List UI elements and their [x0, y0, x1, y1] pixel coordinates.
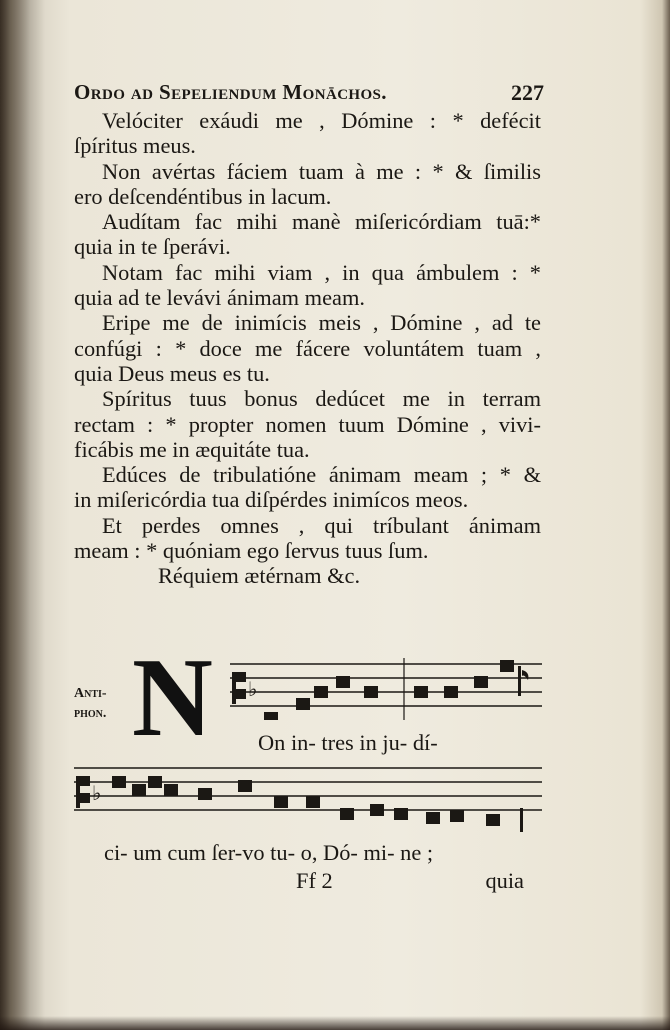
text-line: ficábis me in æquitáte tua. — [74, 436, 310, 462]
text-line: Notam fac mihi viam , in qua ámbulem : * — [102, 259, 541, 285]
text-line: Et perdes omnes , qui tríbulant ánimam — [102, 512, 541, 538]
psalm-text — [74, 108, 541, 589]
signature-mark: Ff 2 — [296, 868, 333, 893]
c-clef-icon — [232, 672, 246, 704]
catchword: quia — [485, 868, 524, 893]
text-line: ſpíritus meus. — [74, 133, 196, 159]
antiphon-label-line1: Anti- — [74, 686, 107, 701]
page-bottom-edge — [0, 1016, 670, 1030]
text-line: in miſericórdia tua diſpérdes inimícos meos. — [74, 487, 469, 513]
text-line: Velóciter exáudi me , Dómine : * defécit — [102, 108, 541, 133]
text-line: quia Deus meus es tu. — [74, 360, 270, 386]
page-number: 227 — [511, 80, 544, 105]
c-clef-icon — [76, 776, 90, 808]
gutter-shadow — [0, 0, 45, 1030]
text-line: confúgi : * doce me fácere voluntátem tuam , — [74, 335, 541, 361]
text-line: Non avértas fáciem tuam à me : * & ſimilis — [102, 158, 541, 184]
antiphon-chant — [74, 636, 542, 890]
initial-capital: N — [132, 636, 213, 760]
page-footer — [74, 868, 544, 898]
text-line: Spíritus tuus bonus dedúcet me in terram — [102, 386, 541, 412]
text-line: Audítam fac mihi manè miſericórdiam tuā:* — [102, 209, 541, 235]
music-staff-2 — [74, 762, 542, 832]
antiphon-label — [74, 684, 134, 724]
text-line: ero deſcendéntibus in lacum. — [74, 183, 332, 209]
requiem-line: Réquiem ætérnam &c. — [158, 563, 361, 589]
running-title: Ordo ad Sepeliendum Monāchos. — [74, 80, 387, 104]
text-line: quia ad te levávi ánimam meam. — [74, 285, 365, 311]
text-line: meam : * quóniam ego ſervus tuus ſum. — [74, 538, 429, 564]
text-line: quia in te ſperávi. — [74, 234, 231, 260]
text-line: rectam : * propter nomen tuum Dómine , vivi- — [74, 411, 541, 437]
music-staff-1 — [230, 658, 542, 720]
svg-text:♭: ♭ — [248, 679, 258, 701]
text-line: Eripe me de inimícis meis , Dómine , ad te — [102, 310, 541, 336]
lyrics-line-2: ci- um cum ſer-vo tu- o, Dó- mi- ne ; — [104, 840, 434, 865]
page-header — [74, 80, 544, 110]
antiphon-label-line2: phon. — [74, 706, 107, 721]
lyrics-line-1: On in- tres in ju- dí- — [258, 730, 438, 755]
text-line: Edúces de tribulatióne ánimam meam ; * & — [102, 462, 541, 488]
svg-text:♭: ♭ — [92, 783, 102, 805]
